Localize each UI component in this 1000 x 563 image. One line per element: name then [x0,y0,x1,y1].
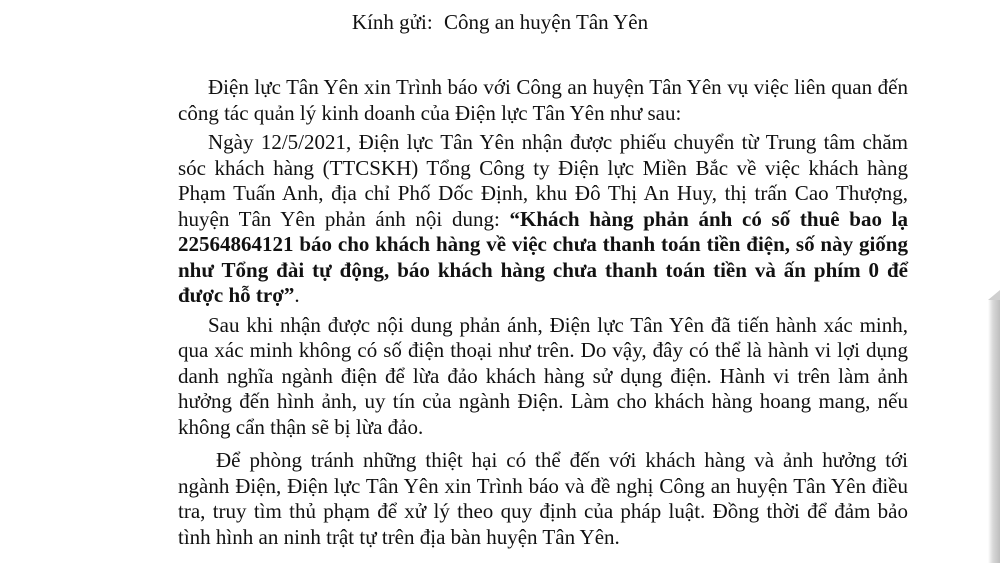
complaint-text: Ngày 12/5/2021, Điện lực Tân Yên nhận được phiếu chuyển từ Trung tâm chăm sóc khách hàng (TTCSKH) Tổng Công ty Điện lực Miền Bắc về việc khách hàng Phạm Tuấn Anh, địa chỉ Phố Dốc Định, khu Đô Thị An Huy, thị trấn Cao Thượng, huyện Tân Yên phản ánh nội dung: [178,130,908,231]
paragraph-complaint [178,130,908,309]
document-body [178,75,908,558]
salutation-recipient: Công an huyện Tân Yên [443,10,649,34]
paragraph-verification: Sau khi nhận được nội dung phản ánh, Điện lực Tân Yên đã tiến hành xác minh, qua xác minh không có số điện thoại như trên. Do vậy, đây có thể là hành vi lợi dụng danh nghĩa ngành điện để lừa đảo khách hàng sử dụng điện. Hành vi trên làm ảnh hưởng đến hình ảnh, uy tín của ngành Điện. Làm cho khách hàng hoang mang, nếu không cẩn thận sẽ bị lừa đảo. [178,312,908,439]
complaint-quote: “Khách hàng phản ánh có số thuê bao lạ 22564864121 báo cho khách hàng về việc chưa thanh toán tiền điện, số này giống như Tổng đài tự động, báo khách hàng chưa thanh toán tiền và ấn phím 0 để được hỗ trợ” [178,206,908,307]
paragraph-request: Để phòng tránh những thiệt hại có thể đến với khách hàng và ảnh hưởng tới ngành Điện, Điện lực Tân Yên xin Trình báo và đề nghị Công an huyện Tân Yên điều tra, truy tìm thủ phạm để xử lý theo quy định của pháp luật. Đồng thời để đảm bảo tình hình an ninh trật tự trên địa bàn huyện Tân Yên. [178,448,908,549]
complaint-end: . [294,283,300,307]
salutation-label: Kính gửi: [351,10,433,34]
paragraph-intro: Điện lực Tân Yên xin Trình báo với Công an huyện Tân Yên vụ việc liên quan đến công tác quản lý kinh doanh của Điện lực Tân Yên như sau: [178,75,908,125]
salutation-line [0,8,1000,36]
page-edge-shadow [988,300,1000,563]
